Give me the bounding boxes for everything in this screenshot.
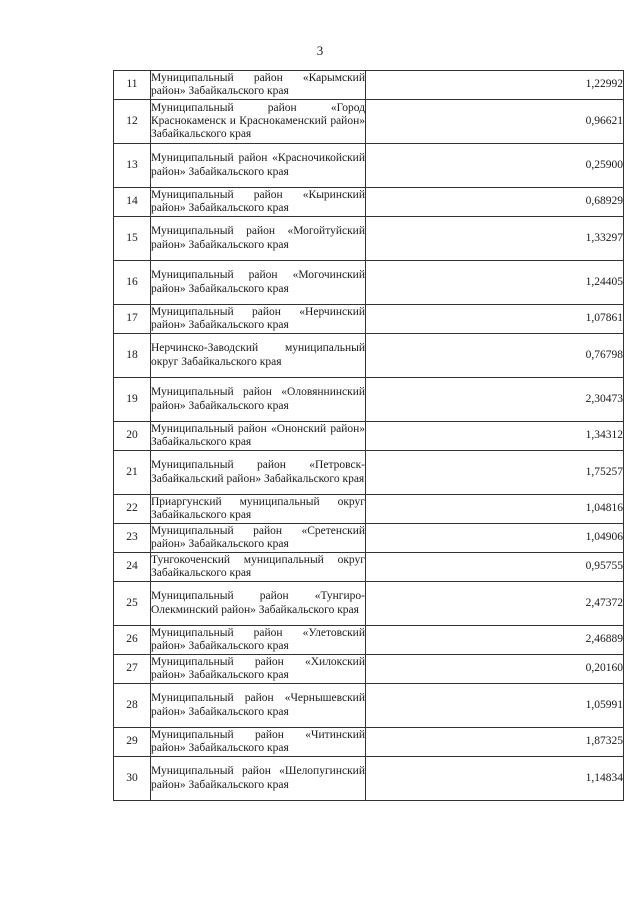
coefficient-value: 0,68929 bbox=[366, 188, 624, 217]
row-number: 27 bbox=[114, 655, 151, 684]
table-row bbox=[114, 188, 624, 217]
table-row bbox=[114, 684, 624, 728]
coefficient-value: 1,24405 bbox=[366, 261, 624, 305]
coefficient-value: 1,87325 bbox=[366, 728, 624, 757]
region-name: Муниципальный район «Город Краснокаменск и Краснокаменский район» Забайкальского края bbox=[151, 100, 366, 144]
table-row bbox=[114, 71, 624, 100]
region-name: Приаргунский муниципальный округ Забайкальского края bbox=[151, 495, 366, 524]
row-number: 21 bbox=[114, 451, 151, 495]
region-name: Муниципальный район «Петровск-Забайкальский район» Забайкальского края bbox=[151, 451, 366, 495]
table-row bbox=[114, 495, 624, 524]
coefficient-value: 0,20160 bbox=[366, 655, 624, 684]
table-row bbox=[114, 582, 624, 626]
table-row bbox=[114, 524, 624, 553]
row-number: 30 bbox=[114, 757, 151, 801]
coefficient-value: 1,05991 bbox=[366, 684, 624, 728]
row-number: 16 bbox=[114, 261, 151, 305]
coefficient-value: 1,14834 bbox=[366, 757, 624, 801]
page-number: 3 bbox=[316, 43, 324, 58]
table-row bbox=[114, 757, 624, 801]
region-name: Муниципальный район «Тунгиро-Олекминский район» Забайкальского края bbox=[151, 582, 366, 626]
region-name: Муниципальный район «Красночикойский район» Забайкальского края bbox=[151, 144, 366, 188]
table-row bbox=[114, 422, 624, 451]
table-row bbox=[114, 144, 624, 188]
coefficient-value: 1,22992 bbox=[366, 71, 624, 100]
coefficient-value: 1,34312 bbox=[366, 422, 624, 451]
region-name: Тунгокоченский муниципальный округ Забайкальского края bbox=[151, 553, 366, 582]
region-name: Муниципальный район «Нерчинский район» Забайкальского края bbox=[151, 305, 366, 334]
region-name: Муниципальный район «Улетовский район» Забайкальского края bbox=[151, 626, 366, 655]
region-name: Нерчинско-Заводский муниципальный округ Забайкальского края bbox=[151, 334, 366, 378]
table-row bbox=[114, 451, 624, 495]
region-name: Муниципальный район «Карымский район» Забайкальского края bbox=[151, 71, 366, 100]
row-number: 15 bbox=[114, 217, 151, 261]
row-number: 19 bbox=[114, 378, 151, 422]
coefficient-value: 0,96621 bbox=[366, 100, 624, 144]
coefficient-value: 0,76798 bbox=[366, 334, 624, 378]
row-number: 25 bbox=[114, 582, 151, 626]
table-body bbox=[114, 71, 624, 801]
region-name: Муниципальный район «Ононский район» Забайкальского края bbox=[151, 422, 366, 451]
region-name: Муниципальный район «Кыринский район» Забайкальского края bbox=[151, 188, 366, 217]
row-number: 24 bbox=[114, 553, 151, 582]
row-number: 14 bbox=[114, 188, 151, 217]
table-row bbox=[114, 261, 624, 305]
table-row bbox=[114, 553, 624, 582]
row-number: 11 bbox=[114, 71, 151, 100]
row-number: 29 bbox=[114, 728, 151, 757]
row-number: 26 bbox=[114, 626, 151, 655]
table-row bbox=[114, 305, 624, 334]
coefficient-value: 1,33297 bbox=[366, 217, 624, 261]
region-name: Муниципальный район «Шелопугинский район» Забайкальского края bbox=[151, 757, 366, 801]
region-name: Муниципальный район «Оловяннинский район» Забайкальского края bbox=[151, 378, 366, 422]
table-row bbox=[114, 728, 624, 757]
row-number: 22 bbox=[114, 495, 151, 524]
row-number: 17 bbox=[114, 305, 151, 334]
table-row bbox=[114, 655, 624, 684]
region-name: Муниципальный район «Чернышевский район» Забайкальского края bbox=[151, 684, 366, 728]
row-number: 18 bbox=[114, 334, 151, 378]
row-number: 13 bbox=[114, 144, 151, 188]
row-number: 28 bbox=[114, 684, 151, 728]
region-name: Муниципальный район «Могойтуйский район» Забайкальского края bbox=[151, 217, 366, 261]
region-name: Муниципальный район «Хилокский район» Забайкальского края bbox=[151, 655, 366, 684]
table-row bbox=[114, 378, 624, 422]
coefficient-value: 2,46889 bbox=[366, 626, 624, 655]
coefficient-value: 1,75257 bbox=[366, 451, 624, 495]
coefficient-value: 2,30473 bbox=[366, 378, 624, 422]
coefficient-value: 0,95755 bbox=[366, 553, 624, 582]
table-row bbox=[114, 334, 624, 378]
coefficient-value: 1,04906 bbox=[366, 524, 624, 553]
region-name: Муниципальный район «Читинский район» Забайкальского края bbox=[151, 728, 366, 757]
row-number: 12 bbox=[114, 100, 151, 144]
coefficient-value: 0,25900 bbox=[366, 144, 624, 188]
table-row bbox=[114, 100, 624, 144]
region-name: Муниципальный район «Сретенский район» Забайкальского края bbox=[151, 524, 366, 553]
region-name: Муниципальный район «Могочинский район» Забайкальского края bbox=[151, 261, 366, 305]
coefficient-value: 2,47372 bbox=[366, 582, 624, 626]
row-number: 23 bbox=[114, 524, 151, 553]
table-row bbox=[114, 626, 624, 655]
table-row bbox=[114, 217, 624, 261]
coefficients-table bbox=[113, 70, 624, 801]
coefficient-value: 1,07861 bbox=[366, 305, 624, 334]
coefficient-value: 1,04816 bbox=[366, 495, 624, 524]
row-number: 20 bbox=[114, 422, 151, 451]
